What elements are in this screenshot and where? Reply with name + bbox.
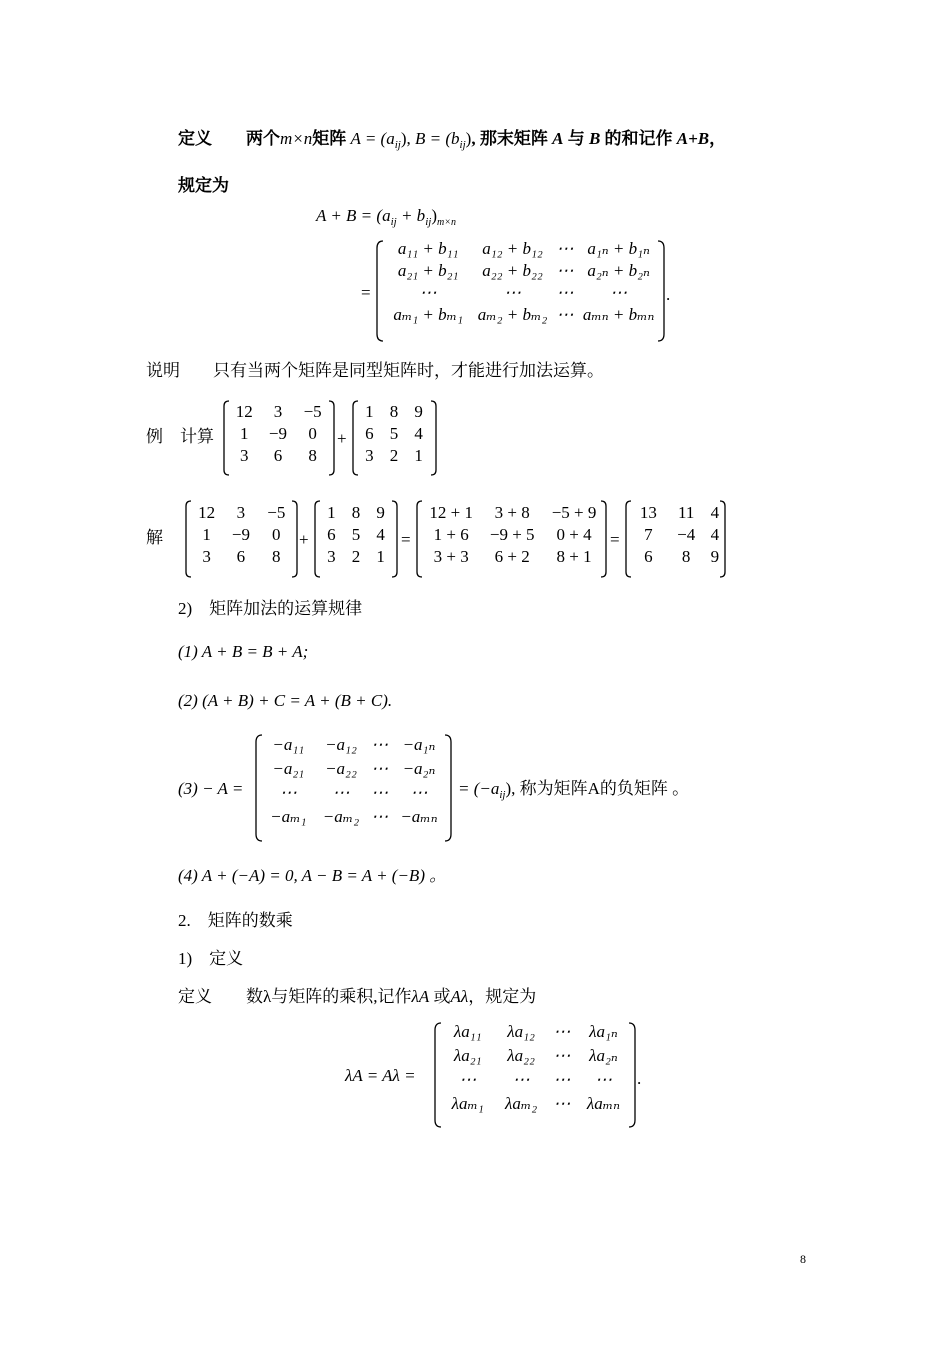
sum-formula-lhs [316, 207, 456, 228]
matrix-cell: ⋯ [553, 1070, 571, 1089]
solution-label: 解 [146, 528, 163, 547]
definition-label: 定义 [178, 129, 212, 148]
page-number: 8 [800, 1252, 806, 1266]
matrix-row [228, 423, 330, 445]
matrix-cell: ⋯ [553, 1094, 571, 1113]
matrix-cell: ⋯ [371, 735, 389, 754]
matrix-cell: ⋯ [553, 1046, 571, 1065]
matrix-cell: λa₁ₙ [589, 1022, 618, 1041]
matrix-row [319, 524, 393, 546]
note-text: 只有当两个矩阵是同型矩阵时，才能进行加法运算。 [213, 361, 604, 380]
scalar-matrix-right-bracket [627, 1022, 637, 1128]
scalar-def-or: 或 [433, 987, 451, 1006]
matrix-cell: −a₁₂ [325, 735, 357, 754]
matrix-cell: λa₂₂ [507, 1046, 535, 1065]
matrix-cell: 8 [308, 446, 317, 465]
sum-sub-1: ij [390, 216, 397, 228]
matrix-cell: 1 [414, 446, 423, 465]
matrix-cell: ⋯ [504, 283, 522, 302]
matrix-row [190, 502, 294, 524]
matrix-cell: ⋯ [594, 1070, 612, 1089]
matrix-cell: 12 [235, 402, 253, 421]
matrix-cell: aₘ₂ + bₘ₂ [477, 305, 548, 324]
matrix-cell: 5 [389, 424, 399, 443]
matrix-cell: −a₂ₙ [402, 759, 436, 778]
matrix-cell: 11 [677, 503, 695, 522]
example-m1-right-bracket [328, 400, 336, 476]
def-mxn: m×n [280, 129, 313, 148]
matrix-cell: 3 [202, 547, 211, 566]
matrix-cell: −9 [231, 525, 250, 544]
matrix-cell: 3 [240, 446, 249, 465]
matrix-cell: −5 + 9 [551, 503, 597, 522]
matrix-cell: ⋯ [556, 283, 574, 302]
matrix-cell: 3 [365, 446, 374, 465]
matrix-row [386, 304, 662, 326]
def-text-6: ， [709, 129, 727, 148]
solution-m4-right-bracket [719, 500, 727, 578]
matrix-cell: 9 [376, 503, 385, 522]
neg-matrix [262, 733, 446, 829]
rule-1: (1) A + B = B + A; [178, 642, 309, 661]
matrix-cell: −aₘₙ [400, 807, 438, 826]
matrix-cell: 1 [376, 547, 385, 566]
sum-lhs-text: A + B = (a [316, 206, 391, 225]
rule-2: (2) (A + B) + C = A + (B + C). [178, 691, 393, 710]
def-text-4: 与 [567, 129, 585, 148]
matrix-cell: 5 [351, 525, 361, 544]
matrix-row [421, 524, 605, 546]
matrix-cell: λa₁₂ [507, 1022, 535, 1041]
example-matrix-1 [228, 401, 330, 467]
scalar-formula-lhs: λA = Aλ = [345, 1066, 416, 1085]
matrix-cell: a₁₁ + b₁₁ [397, 239, 459, 258]
definition-sentence [246, 130, 726, 151]
def-B-close: ) [465, 129, 472, 148]
rule-4: (4) A + (−A) = 0, A − B = A + (−B) 。 [178, 866, 447, 885]
rule3-sub: ij [499, 789, 506, 801]
matrix-row [262, 805, 446, 829]
matrix-row [630, 546, 724, 568]
matrix-cell: −aₘ₂ [322, 807, 360, 826]
example-m2-right-bracket [430, 400, 438, 476]
rule3-close: ) [505, 779, 512, 798]
def-B-sub: ij [459, 139, 466, 151]
matrix-cell: ⋯ [610, 283, 628, 302]
rule3-eq: = (−a [458, 779, 500, 798]
subsection-1-heading: 1) 定义 [178, 949, 244, 968]
matrix-cell: 9 [710, 547, 720, 566]
sum-close: ) [431, 206, 437, 225]
solution-equals-1: = [401, 530, 411, 549]
rule-3-suffix [458, 780, 689, 801]
matrix-cell: −a₂₂ [325, 759, 357, 778]
def-A-eq: A = (a [350, 129, 395, 148]
matrix-cell: ⋯ [371, 807, 389, 826]
matrix-row [357, 401, 431, 423]
matrix-cell: 6 [644, 547, 653, 566]
matrix-cell: −a₂₁ [272, 759, 305, 778]
matrix-cell: 3 [327, 547, 336, 566]
solution-m2-right-bracket [391, 500, 399, 578]
def-A: A [552, 129, 564, 148]
matrix-cell: ⋯ [459, 1070, 477, 1089]
matrix-cell: λa₂₁ [453, 1046, 482, 1065]
matrix-cell: 2 [389, 446, 399, 465]
matrix-cell: −a₁₁ [272, 735, 305, 754]
matrix-cell: 7 [644, 525, 653, 544]
matrix-cell: 0 [272, 525, 281, 544]
matrix-row [262, 781, 446, 805]
matrix-cell: 8 [351, 503, 361, 522]
matrix-row [262, 757, 446, 781]
def-B-eq: B = (b [415, 129, 460, 148]
matrix-row [386, 238, 662, 260]
matrix-cell: ⋯ [556, 261, 574, 280]
matrix-cell: 3 [236, 503, 246, 522]
matrix-cell: a₂₂ + b₂₂ [482, 261, 543, 280]
matrix-cell: 1 [365, 402, 374, 421]
matrix-cell: 1 [202, 525, 211, 544]
matrix-cell: 3 [273, 402, 283, 421]
sum-matrix [386, 238, 662, 326]
matrix-cell: ⋯ [371, 783, 389, 802]
matrix-cell: 0 + 4 [556, 525, 592, 544]
matrix-cell: 8 [389, 402, 399, 421]
matrix-row [386, 260, 662, 282]
note-label: 说明 [146, 361, 180, 380]
matrix-cell: aₘ₁ + bₘ₁ [393, 305, 463, 324]
matrix-cell: 12 [198, 503, 216, 522]
matrix-cell: a₁ₙ + b₁ₙ [587, 239, 650, 258]
matrix-cell: λaₘ₁ [451, 1094, 484, 1113]
def-text-5: 的和记作 [604, 129, 673, 148]
matrix-cell: λa₁₁ [453, 1022, 482, 1041]
matrix-cell: λa₂ₙ [589, 1046, 618, 1065]
solution-m3-right-bracket [600, 500, 608, 578]
scalar-def-sentence [246, 988, 536, 1005]
matrix-cell: 9 [414, 402, 423, 421]
def-B: B [588, 129, 601, 148]
matrix-cell: 4 [710, 525, 720, 544]
matrix-cell: 6 [236, 547, 246, 566]
matrix-cell: 6 + 2 [494, 547, 530, 566]
matrix-row [190, 524, 294, 546]
matrix-row [630, 502, 724, 524]
solution-matrix-2 [319, 502, 393, 568]
matrix-cell: λaₘₙ [586, 1094, 621, 1113]
solution-matrix-4 [630, 502, 724, 568]
matrix-row [421, 502, 605, 524]
definition-line2: 规定为 [178, 176, 229, 195]
section-2-heading: 2. 矩阵的数乘 [178, 911, 293, 930]
solution-m1-right-bracket [291, 500, 299, 578]
def-text-1: 两个 [246, 129, 280, 148]
matrix-row [357, 445, 431, 467]
matrix-row [357, 423, 431, 445]
matrix-cell: λaₘ₂ [504, 1094, 538, 1113]
solution-equals-2: = [610, 530, 620, 549]
def-text-2: 矩阵 [312, 129, 347, 148]
matrix-row [441, 1092, 631, 1116]
matrix-row [441, 1068, 631, 1092]
scalar-matrix [441, 1020, 631, 1116]
sum-equals: = [361, 283, 371, 302]
sum-matrix-right-bracket [656, 240, 666, 342]
matrix-cell: a₁₂ + b₁₂ [482, 239, 543, 258]
matrix-cell: 1 [240, 424, 249, 443]
scalar-def-text-1: 数λ与矩阵的乘积,记作 [246, 987, 412, 1006]
def-text-3: , 那末矩阵 [471, 129, 548, 148]
matrix-cell: 1 [327, 503, 336, 522]
matrix-cell: −4 [677, 525, 696, 544]
example-text: 计算 [180, 427, 214, 446]
solution-plus: + [299, 530, 309, 549]
matrix-row [228, 401, 330, 423]
example-label: 例 [146, 427, 163, 446]
matrix-row [228, 445, 330, 467]
matrix-cell: 2 [351, 547, 361, 566]
matrix-cell: ⋯ [410, 783, 428, 802]
rule-3-prefix: (3) − A = [178, 779, 244, 798]
sum-sub-2: ij [425, 216, 432, 228]
def-AplusB: A+B [676, 129, 710, 148]
matrix-cell: 3 + 3 [433, 547, 469, 566]
matrix-cell: 12 + 1 [429, 503, 473, 522]
matrix-cell: 4 [376, 525, 385, 544]
matrix-row [386, 282, 662, 304]
scalar-period: . [637, 1069, 642, 1088]
matrix-cell: 13 [639, 503, 657, 522]
matrix-cell: ⋯ [371, 759, 389, 778]
matrix-cell: 8 [272, 547, 281, 566]
matrix-cell: ⋯ [512, 1070, 530, 1089]
scalar-def-Al: Aλ [450, 987, 469, 1006]
matrix-row [262, 733, 446, 757]
matrix-cell: 4 [710, 503, 720, 522]
matrix-cell: ⋯ [556, 305, 574, 324]
matrix-cell: ⋯ [553, 1022, 571, 1041]
matrix-cell: 8 + 1 [556, 547, 592, 566]
sum-matrix-left-bracket [375, 240, 385, 342]
sum-plus-b: + b [396, 206, 426, 225]
matrix-cell: −a₁ₙ [402, 735, 436, 754]
matrix-cell: 8 [681, 547, 691, 566]
matrix-cell: ⋯ [279, 783, 297, 802]
rules-heading: 2) 矩阵加法的运算规律 [178, 599, 363, 618]
matrix-cell: ⋯ [419, 283, 437, 302]
scalar-def-lA: λA [411, 987, 430, 1006]
matrix-cell: 6 [327, 525, 336, 544]
matrix-cell: 0 [308, 424, 317, 443]
rule3-suffix-text: , 称为矩阵A的负矩阵 。 [511, 779, 690, 798]
matrix-cell: a₂₁ + b₂₁ [397, 261, 459, 280]
matrix-cell: 1 + 6 [433, 525, 469, 544]
matrix-row [630, 524, 724, 546]
matrix-cell: aₘₙ + bₘₙ [582, 305, 655, 324]
def-comma: , [406, 129, 411, 148]
matrix-row [319, 546, 393, 568]
example-plus: + [337, 429, 347, 448]
matrix-row [190, 546, 294, 568]
example-matrix-2 [357, 401, 431, 467]
matrix-cell: −aₘ₁ [270, 807, 307, 826]
sum-mxn: m×n [436, 217, 456, 228]
def-A-close: ) [400, 129, 407, 148]
matrix-cell: 3 + 8 [494, 503, 530, 522]
matrix-row [319, 502, 393, 524]
matrix-row [421, 546, 605, 568]
solution-matrix-1 [190, 502, 294, 568]
matrix-cell: 6 [365, 424, 374, 443]
matrix-row [441, 1044, 631, 1068]
matrix-cell: ⋯ [556, 239, 574, 258]
def-A-sub: ij [394, 139, 401, 151]
solution-matrix-3 [421, 502, 605, 568]
matrix-row [441, 1020, 631, 1044]
scalar-def-label: 定义 [178, 987, 212, 1006]
matrix-cell: −5 [267, 503, 286, 522]
matrix-cell: −9 + 5 [489, 525, 535, 544]
matrix-cell: −9 [268, 424, 287, 443]
scalar-def-text-2: ，规定为 [468, 987, 537, 1006]
sum-period: . [666, 285, 671, 304]
matrix-cell: ⋯ [332, 783, 350, 802]
matrix-cell: a₂ₙ + b₂ₙ [587, 261, 650, 280]
matrix-cell: 6 [273, 446, 283, 465]
neg-matrix-right-bracket [443, 734, 453, 842]
matrix-cell: 4 [414, 424, 423, 443]
matrix-cell: −5 [303, 402, 322, 421]
